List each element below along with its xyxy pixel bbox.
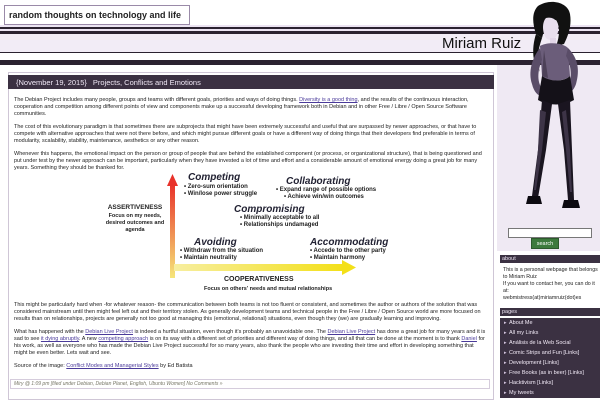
paragraph-1 — [14, 97, 488, 118]
accommodating-bullet-2: • Maintain harmony — [310, 255, 366, 261]
post-header — [8, 75, 494, 89]
page-item-label: Hacktivism [Links] — [509, 380, 554, 386]
collaborating-bullet-1: • Expand range of possible options — [276, 187, 377, 193]
p5-text-b: is indeed a hurtful situation, even though it's probably an unavoidable one. The — [132, 329, 328, 335]
competing-bullet-1: • Zero-sum orientation — [184, 184, 248, 190]
page-item-label: All my Links — [509, 330, 539, 336]
p5-text-a: What has happened with the — [14, 329, 86, 335]
bullet-icon: ▸ — [504, 350, 507, 356]
bullet-icon: ▸ — [504, 320, 507, 326]
search-button[interactable]: search — [531, 238, 559, 249]
collaborating-bullet-2: • Achieve win/win outcomes — [284, 194, 364, 200]
page-item-label: Development [Links] — [509, 360, 559, 366]
page-item-label: Análisis de la Web Social — [509, 340, 571, 346]
page-item-label: My tweets — [509, 390, 534, 396]
paragraph-4: This might be particularly hard when -for whatever reason- the communication between both teams is not too fluent or consistent, and sometimes the author or authors of the solution that was considered mainstream until then might feel left out and their territory stolen. As generally development teams and technical people in the Free / Libre / Open Source world are more focused on results than on relationships, projects are generally not too good at managing this (emotional, relational) situations, even though they (we) are gradually learning and improving. — [14, 302, 481, 322]
debian-live-link-2[interactable]: Debian Live Project — [327, 329, 376, 335]
accommodating-bullet-1: • Accede to the other party — [310, 248, 386, 254]
p5-text-d: . A new — [79, 336, 99, 342]
page-item-analisis[interactable] — [500, 338, 600, 348]
cooperativeness-arrow-shaft — [174, 264, 344, 271]
debian-live-link-1[interactable]: Debian Live Project — [85, 329, 133, 335]
page-item-comic-strips[interactable] — [500, 348, 600, 358]
assertiveness-description: Focus on my needs, desired outcomes and agenda — [105, 213, 165, 233]
bullet-icon: ▸ — [504, 340, 507, 346]
post-meta[interactable]: Miry @ 1:09 pm [filed under Debian, Debian Planet, English, Ubuntu Women] No Comments » — [14, 381, 223, 387]
woman-illustration — [498, 0, 600, 222]
p5-text-c: has done a great job for many years and it is sad to see — [14, 329, 486, 342]
p5-text-e: is on its way with a different set of priorities and different way of doing things, and all that can be done at the moment is to thank — [148, 336, 462, 342]
site-title[interactable]: random thoughts on technology and life — [9, 10, 181, 20]
competing-approach-link[interactable]: competing approach — [98, 336, 149, 342]
page-item-about-me[interactable] — [500, 318, 600, 328]
about-text — [503, 267, 599, 302]
cooperativeness-label: COOPERATIVENESS — [224, 276, 294, 283]
bullet-icon: ▸ — [504, 370, 507, 376]
post-footer — [10, 379, 490, 389]
page-item-label: Free Books (as in beer) [Links] — [509, 370, 584, 376]
cooperativeness-description: Focus on others' needs and mutual relationships — [204, 286, 333, 292]
pages-list — [500, 318, 600, 398]
bullet-icon: ▸ — [504, 330, 507, 336]
about-line-1: This is a personal webpage that belongs to Miriam Ruiz — [503, 267, 598, 280]
pages-heading: pages — [500, 308, 600, 316]
paragraph-3: Whenever this happens, the emotional impact on the person or group of people that are behind the established component (or process, or organizational structure), that is being questioned and put under test by the newer approach can be important, particularly when they have invested a lot of time and effort and a considerable amount of emotional energy doing a great job for many years. Something they should be thanked for. — [14, 151, 482, 171]
source-link[interactable]: Conflict Modes and Managerial Styles — [66, 363, 159, 369]
bullet-icon: ▸ — [504, 380, 507, 386]
site-title-box[interactable] — [4, 5, 190, 25]
conflict-modes-diagram — [104, 170, 394, 296]
post-title[interactable]: Projects, Conflicts and Emotions — [92, 77, 201, 87]
p1-text-a: The Debian Project includes many people, groups and teams with different goals, priorities and ways of doing things. — [14, 97, 300, 103]
search-input[interactable] — [508, 228, 592, 238]
source-label: Source of the image: — [14, 363, 67, 369]
page-item-label: About Me — [509, 320, 533, 326]
post-body-continued — [14, 302, 488, 376]
source-line — [14, 363, 488, 370]
accommodating-label: Accommodating — [310, 237, 389, 248]
paragraph-5 — [14, 329, 488, 357]
page-item-all-links[interactable] — [500, 328, 600, 338]
page-item-free-books[interactable] — [500, 368, 600, 378]
diversity-link[interactable]: Diversity is a good thing — [299, 97, 358, 103]
p1-text-b: , and the results of the continuous interaction, cooperation and competition among different points of view and components make up a successful developing framework both in Debian and in other Free / Libre / Open Source Software communities. — [14, 97, 469, 117]
page-item-development[interactable] — [500, 358, 600, 368]
dying-abruptly-link[interactable]: it dying abruptly — [40, 336, 80, 342]
page-item-hacktivism[interactable] — [500, 378, 600, 388]
about-line-3: webmistress(at)miriamruiz(dot)es — [503, 295, 582, 301]
avoiding-label: Avoiding — [194, 237, 237, 248]
bullet-icon: ▸ — [504, 390, 507, 396]
compromising-label: Compromising — [234, 204, 305, 215]
collaborating-label: Collaborating — [286, 176, 351, 187]
assertiveness-label: ASSERTIVENESS — [107, 204, 163, 211]
competing-bullet-2: • Win/lose power struggle — [184, 191, 258, 197]
cooperativeness-arrowhead — [342, 260, 356, 275]
compromising-bullet-2: • Relationships undamaged — [240, 222, 319, 228]
daniel-link[interactable]: Daniel — [461, 336, 477, 342]
assertiveness-arrow-shaft — [170, 184, 175, 278]
post-body — [14, 97, 488, 172]
page-item-my-tweets[interactable] — [500, 388, 600, 398]
source-by: by Ed Batista — [158, 363, 193, 369]
about-heading: about — [500, 255, 600, 263]
bullet-icon: ▸ — [504, 360, 507, 366]
post-date: {November 19, 2015} — [16, 77, 87, 87]
page-item-label: Comic Strips and Fun [Links] — [509, 350, 580, 356]
paragraph-2: The cost of this evolutionary paradigm is that sometimes there are subprojects that might have been extremely successful and useful that are surpassed by newer approaches, or that have to compete with alternative approaches that were not there before, and which might pursue different goals or have a different way of doing things that their developers find preferable in terms of modularity, scalability, stability, maintenance, aesthetics or any other reason. — [14, 124, 477, 144]
assertiveness-arrowhead — [167, 174, 178, 186]
author-name: Miriam Ruiz — [442, 35, 522, 52]
about-line-2: If you want to contact her, you can do it at: — [503, 281, 595, 294]
compromising-bullet-1: • Minimally acceptable to all — [240, 215, 320, 221]
competing-label: Competing — [188, 172, 241, 183]
avoiding-bullet-1: • Withdraw from the situation — [180, 248, 264, 254]
p5-text-f: for his work, as well as everyone who has made the Debian Live Project successful for so many years, also thank the people who are investing their time and effort in developing something that might be even better. Lets wait and see. — [14, 336, 485, 356]
avoiding-bullet-2: • Maintain neutrality — [180, 255, 237, 261]
